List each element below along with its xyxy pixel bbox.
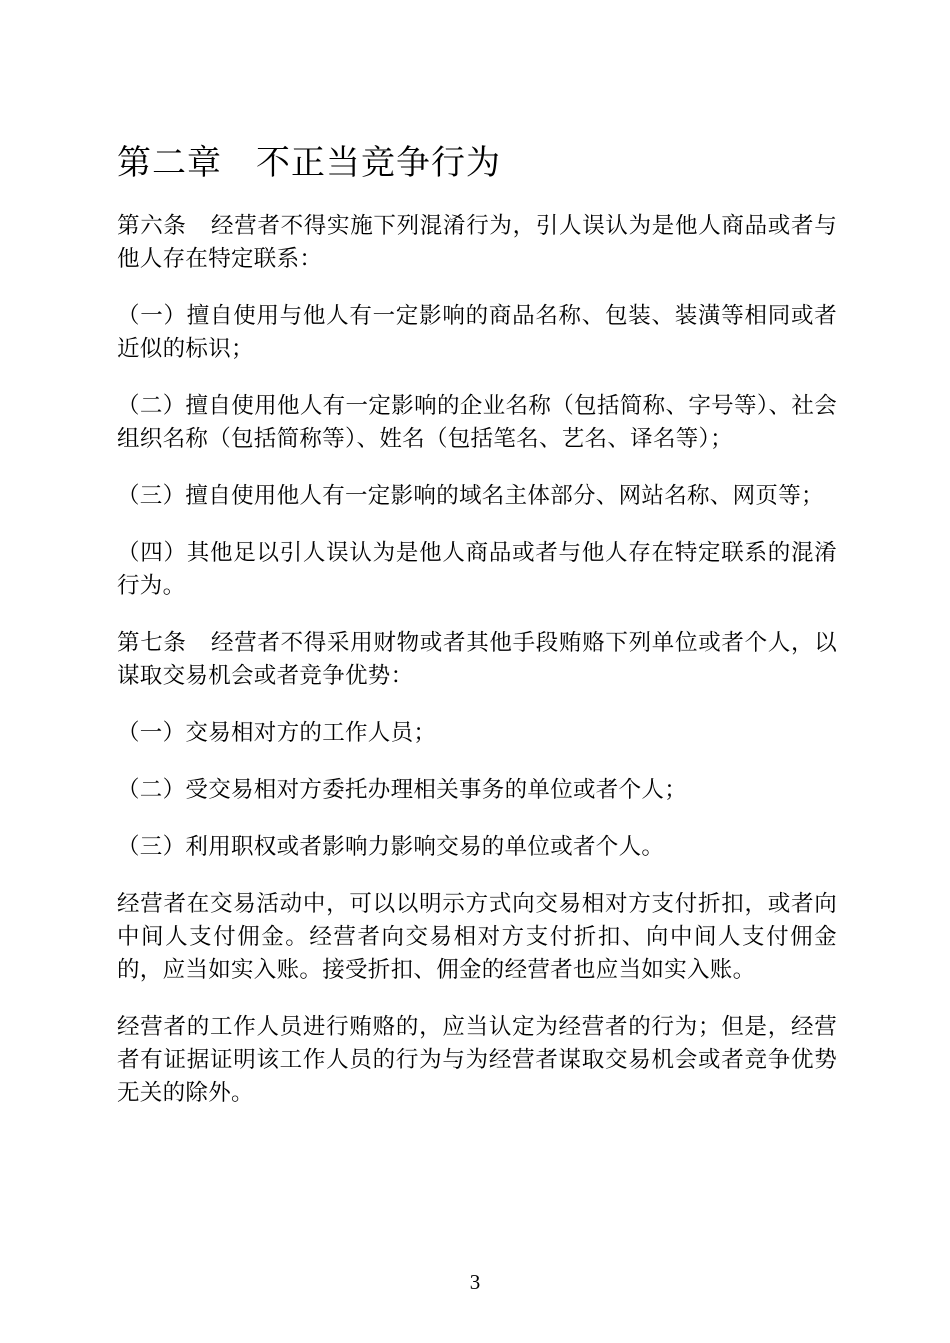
list-item: （二）受交易相对方委托办理相关事务的单位或者个人；	[117, 777, 688, 803]
body-paragraph: 经营者在交易活动中，可以以明示方式向交易相对方支付折扣，或者向中间人支付佣金。经营者向交易相对方支付折扣、向中间人支付佣金的，应当如实入账。接受折扣、佣金的经营者也应当如实入账。	[117, 891, 837, 983]
paragraph-text: 经营者不得实施下列混淆行为，引人误认为是他人商品或者与他人存在特定联系：	[117, 213, 837, 272]
list-item: （三）擅自使用他人有一定影响的域名主体部分、网站名称、网页等；	[117, 483, 824, 509]
article-paragraph	[117, 210, 837, 276]
article-number: 第六条	[117, 213, 187, 239]
article-number: 第七条	[117, 630, 187, 656]
list-item: （二）擅自使用他人有一定影响的企业名称（包括简称、字号等）、社会组织名称（包括简称等）、姓名（包括笔名、艺名、译名等）；	[117, 393, 837, 452]
chapter-title: 不正当竞争行为	[256, 143, 501, 183]
list-item: （一）擅自使用与他人有一定影响的商品名称、包装、装潢等相同或者近似的标识；	[117, 303, 837, 362]
list-item: （三）利用职权或者影响力影响交易的单位或者个人。	[117, 834, 665, 860]
list-item: （四）其他足以引人误认为是他人商品或者与他人存在特定联系的混淆行为。	[117, 540, 837, 599]
page-number: 3	[469, 1270, 481, 1294]
chapter-number: 第二章	[117, 143, 222, 183]
article-paragraph	[117, 627, 837, 693]
paragraph-text: 经营者不得采用财物或者其他手段贿赂下列单位或者个人，以谋取交易机会或者竞争优势：	[117, 630, 837, 689]
chapter-heading	[117, 138, 501, 188]
body-paragraph: 经营者的工作人员进行贿赂的，应当认定为经营者的行为；但是，经营者有证据证明该工作人员的行为与为经营者谋取交易机会或者竞争优势无关的除外。	[117, 1014, 837, 1106]
chapter-body	[117, 210, 837, 1134]
list-item: （一）交易相对方的工作人员；	[117, 720, 437, 746]
